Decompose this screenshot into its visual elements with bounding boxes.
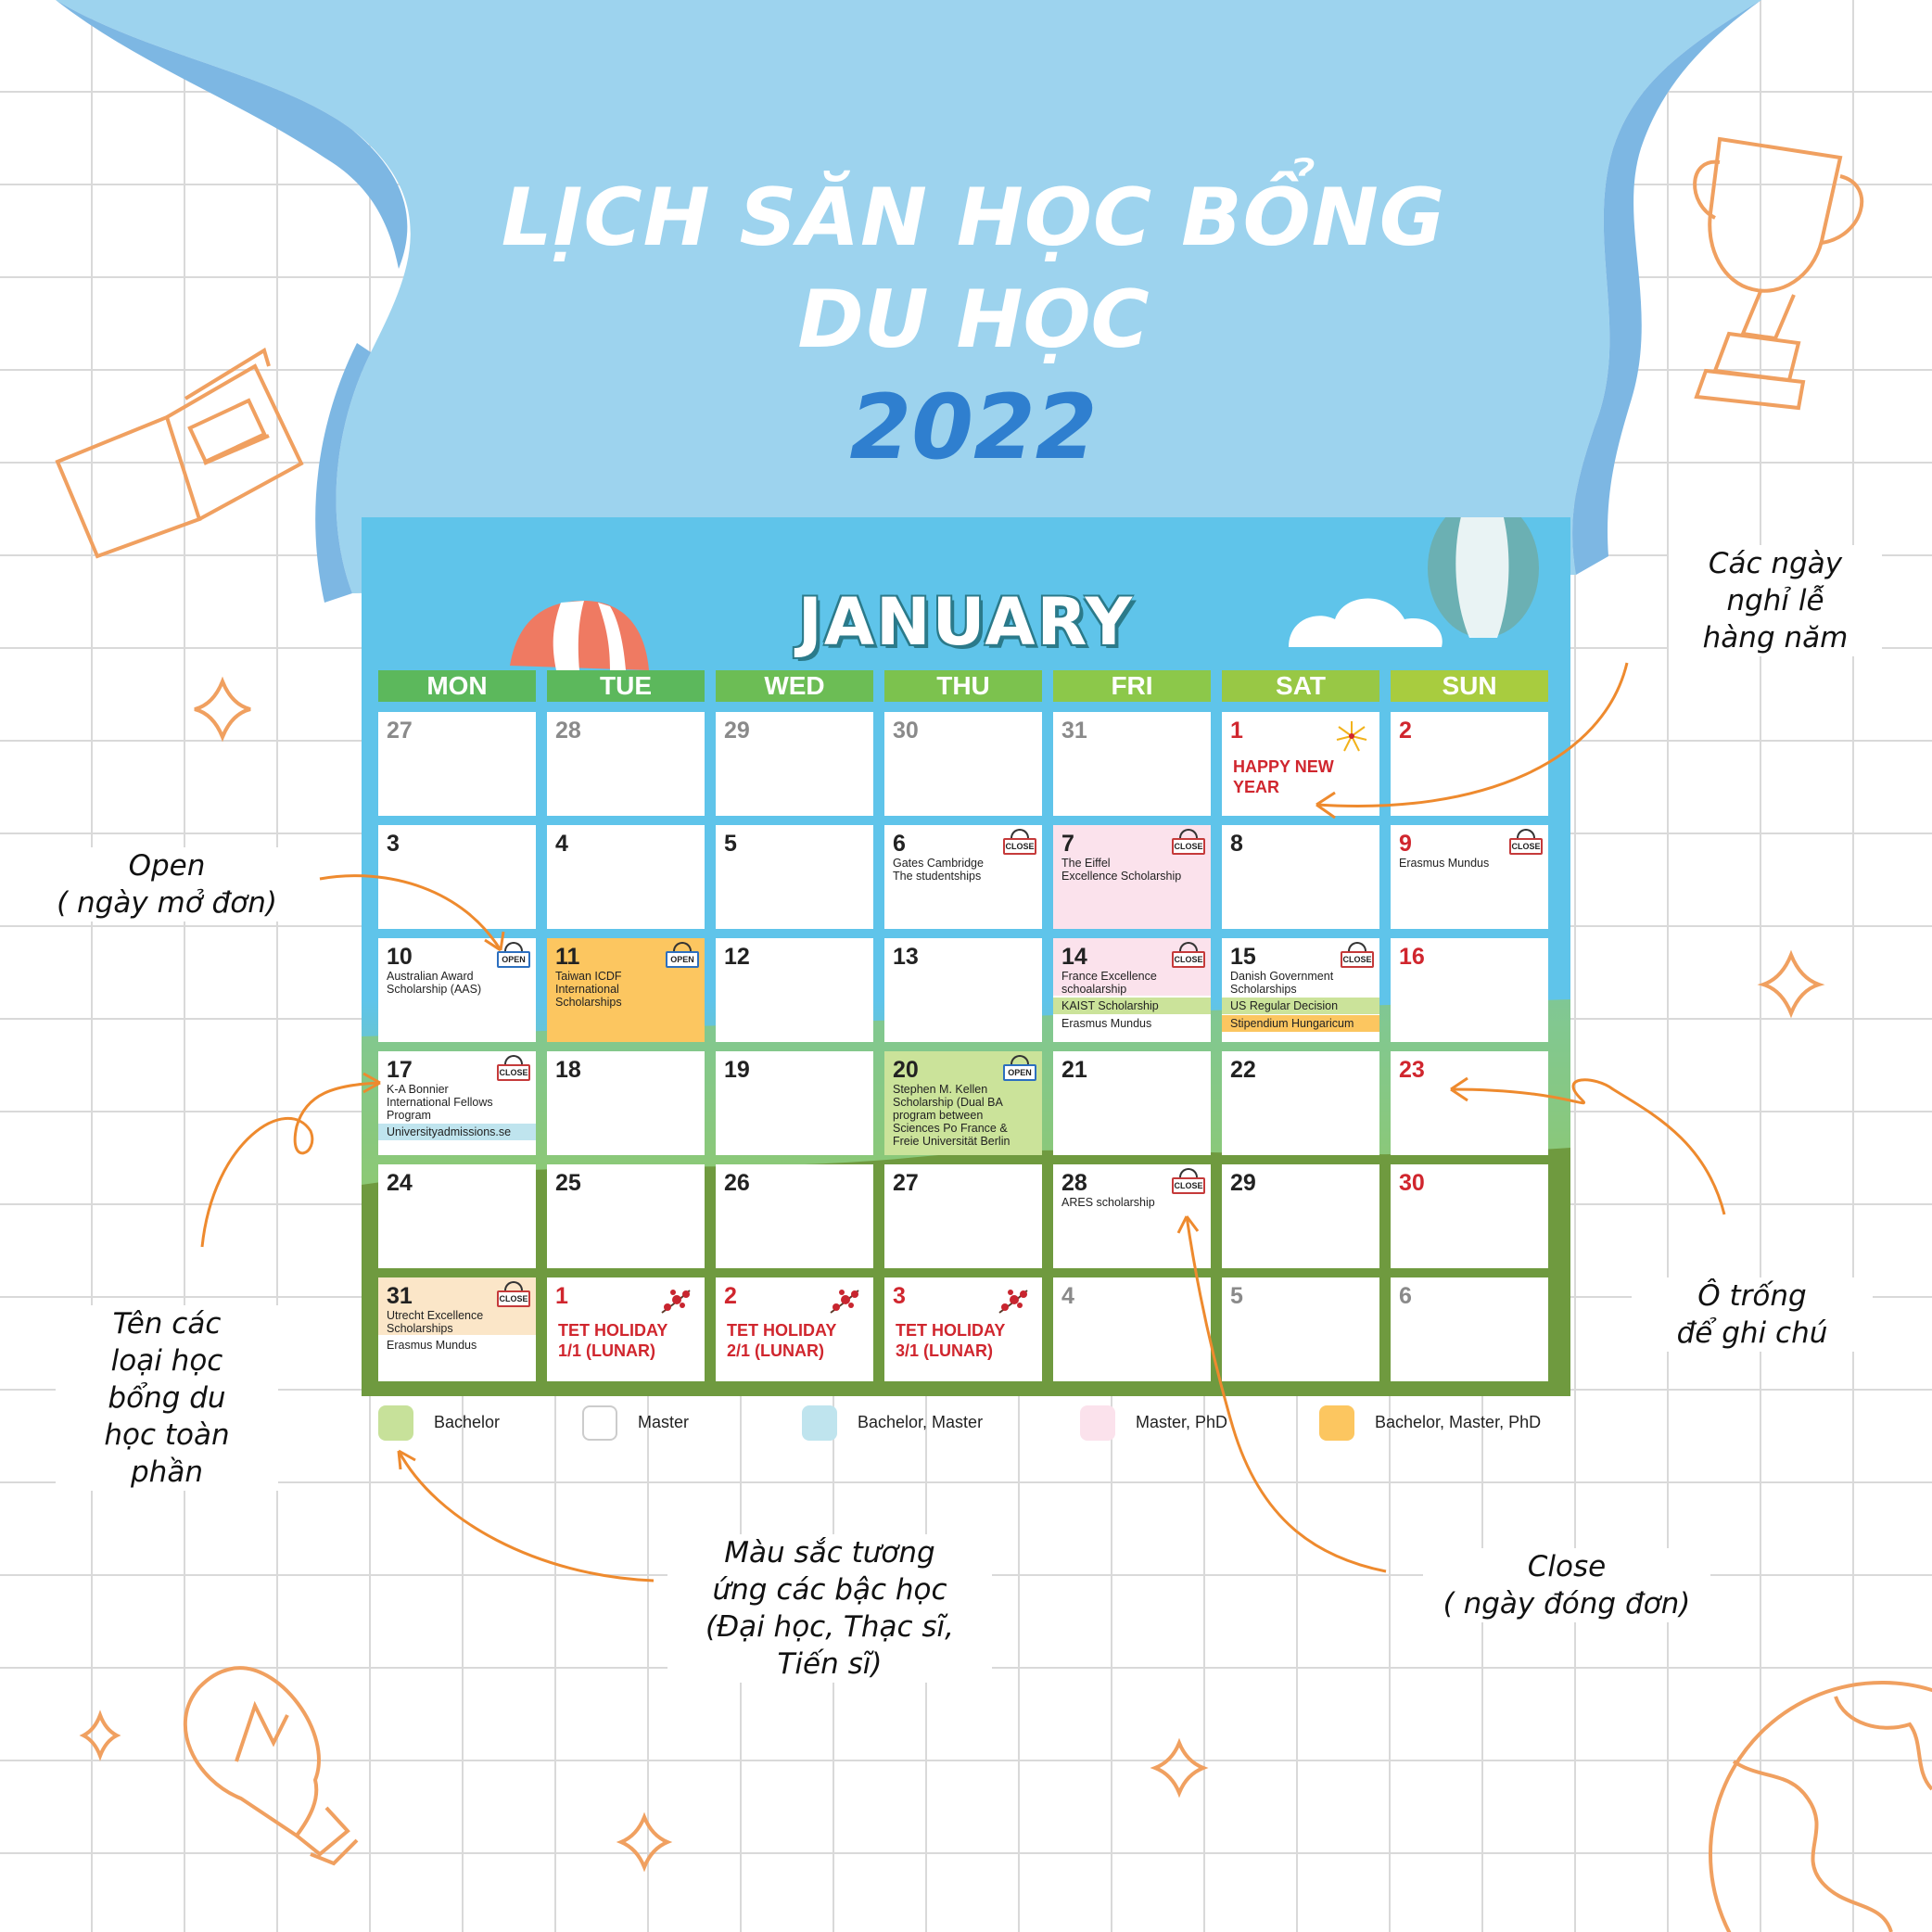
calendar-day-cell[interactable] — [1053, 712, 1211, 816]
scholarship-name — [387, 1083, 530, 1122]
scholarship-name — [1061, 970, 1205, 996]
close-sign-icon — [497, 1055, 530, 1083]
calendar-day-cell[interactable] — [1222, 1164, 1379, 1268]
scholarship-name-line: Scholarship (Dual BA — [893, 1096, 1003, 1109]
calendar-day-cell[interactable] — [716, 1164, 873, 1268]
calendar-day-cell[interactable] — [884, 938, 1042, 1042]
title-year: 2022 — [849, 375, 1098, 479]
calendar-day-cell[interactable] — [378, 712, 536, 816]
blossom-icon — [996, 1285, 1033, 1318]
legend-label: Master, PhD — [1136, 1413, 1228, 1431]
holiday-label: HAPPY NEW YEAR — [1233, 757, 1334, 796]
day-number: 15 — [1230, 944, 1256, 970]
note-close — [1423, 1548, 1710, 1622]
note-line: Các ngày — [1708, 547, 1843, 580]
lightbulb-icon — [185, 1668, 357, 1863]
close-sign-icon — [1003, 829, 1036, 857]
globe-icon — [1710, 1683, 1932, 1932]
weekday-sat: SAT — [1222, 670, 1379, 702]
calendar-day-cell[interactable] — [1053, 1164, 1211, 1268]
note-blank-cells — [1632, 1277, 1873, 1352]
scholarship-name-line: schoalarship — [1061, 983, 1127, 996]
calendar-day-cell[interactable] — [1053, 1277, 1211, 1381]
day-number: 26 — [724, 1170, 750, 1196]
day-number: 11 — [555, 944, 580, 970]
day-number: 28 — [1061, 1170, 1087, 1196]
scholarship-name-line: Taiwan ICDF — [555, 970, 622, 983]
calendar-day-cell[interactable] — [547, 825, 705, 929]
calendar-day-cell[interactable] — [1222, 825, 1379, 929]
note-line: ứng các bậc học — [712, 1573, 947, 1607]
sign-hook — [1179, 1168, 1198, 1177]
scholarship-name-line: Australian Award — [387, 970, 474, 983]
calendar-day-cell[interactable] — [378, 938, 536, 1042]
holiday-label: TET HOLIDAY 2/1 (LUNAR) — [727, 1321, 837, 1360]
scholarship-name-line: K-A Bonnier — [387, 1083, 449, 1096]
day-number: 22 — [1230, 1057, 1256, 1083]
day-number: 20 — [893, 1057, 919, 1083]
day-number: 31 — [1061, 718, 1087, 744]
day-number: 18 — [555, 1057, 581, 1083]
calendar-day-cell[interactable] — [1391, 938, 1548, 1042]
calendar-day-cell[interactable] — [547, 1051, 705, 1155]
sign-hook — [1348, 942, 1366, 951]
scholarship-name-line: International Fellows — [387, 1096, 493, 1109]
open-sign-icon — [666, 942, 699, 970]
day-number: 17 — [387, 1057, 413, 1083]
sign-hook — [504, 942, 523, 951]
scholarship-name-line: Erasmus Mundus — [1399, 857, 1490, 870]
scholarship-name — [893, 857, 1036, 883]
legend-label: Bachelor — [434, 1413, 501, 1431]
day-number: 16 — [1399, 944, 1425, 970]
scholarship-band: Stipendium Hungaricum — [1222, 1015, 1379, 1032]
sign-hook — [504, 1281, 523, 1290]
sign-label: CLOSE — [1172, 951, 1205, 968]
calendar-day-cell[interactable] — [1053, 1051, 1211, 1155]
day-number: 8 — [1230, 831, 1243, 857]
calendar-day-cell[interactable] — [1391, 1164, 1548, 1268]
calendar-day-cell[interactable] — [547, 1277, 705, 1381]
day-number: 27 — [893, 1170, 919, 1196]
calendar-day-cell[interactable] — [884, 1051, 1042, 1155]
day-number: 3 — [893, 1283, 906, 1309]
note-line: Màu sắc tương — [724, 1536, 935, 1570]
scholarship-name-line: Danish Government — [1230, 970, 1334, 983]
calendar-day-cell[interactable] — [547, 712, 705, 816]
day-number: 24 — [387, 1170, 413, 1196]
sign-hook — [1179, 829, 1198, 838]
day-number: 10 — [387, 944, 413, 970]
scholarship-name — [1061, 857, 1205, 883]
scholarship-name — [1399, 857, 1543, 870]
scholarship-name-line: The studentships — [893, 870, 982, 883]
scholarship-name-line: Scholarship (AAS) — [387, 983, 482, 996]
sign-label: CLOSE — [1509, 838, 1543, 855]
calendar-day-cell[interactable] — [716, 938, 873, 1042]
arrow-colors — [399, 1451, 654, 1581]
scholarship-band: Erasmus Mundus — [378, 1337, 536, 1354]
sign-hook — [673, 942, 692, 951]
day-number: 14 — [1061, 944, 1087, 970]
arrow-names — [202, 1083, 380, 1247]
scholarship-band: Erasmus Mundus — [1053, 1015, 1211, 1032]
calendar-day-cell[interactable] — [1391, 712, 1548, 816]
weekday-mon: MON — [378, 670, 536, 702]
calendar-day-cell[interactable] — [884, 1164, 1042, 1268]
close-sign-icon — [497, 1281, 530, 1309]
day-number: 30 — [1399, 1170, 1425, 1196]
note-line: học toàn — [104, 1418, 230, 1452]
legend-swatch — [802, 1405, 837, 1441]
day-number: 21 — [1061, 1057, 1087, 1083]
day-number: 12 — [724, 944, 750, 970]
calendar-day-cell[interactable] — [1222, 1051, 1379, 1155]
day-number: 6 — [1399, 1283, 1412, 1309]
calendar-day-cell[interactable] — [1391, 825, 1548, 929]
day-number: 27 — [387, 718, 413, 744]
day-number: 4 — [555, 831, 568, 857]
day-number: 30 — [893, 718, 919, 744]
calendar-day-cell[interactable] — [1222, 1277, 1379, 1381]
calendar-day-cell[interactable] — [1222, 712, 1379, 816]
close-sign-icon — [1172, 829, 1205, 857]
scholarship-band: Universityadmissions.se — [378, 1124, 536, 1140]
close-sign-icon — [1341, 942, 1374, 970]
day-number: 23 — [1399, 1057, 1425, 1083]
legend-swatch — [582, 1405, 617, 1441]
blossom-icon — [658, 1285, 695, 1318]
sign-hook — [1010, 829, 1029, 838]
note-line: Tên các — [112, 1307, 222, 1341]
legend-swatch — [378, 1405, 413, 1441]
weekday-fri: FRI — [1053, 670, 1211, 702]
calendar-day-cell[interactable] — [716, 712, 873, 816]
note-line: Close — [1527, 1550, 1607, 1583]
note-line: Ô trống — [1697, 1279, 1807, 1313]
calendar-day-cell[interactable] — [1053, 825, 1211, 929]
sign-label: OPEN — [497, 951, 530, 968]
open-sign-icon — [1003, 1055, 1036, 1083]
day-number: 5 — [1230, 1283, 1243, 1309]
close-sign-icon — [1172, 1168, 1205, 1196]
scholarship-name — [1061, 1196, 1205, 1209]
scholarship-name-line: program between — [893, 1109, 984, 1122]
holiday-label: TET HOLIDAY 1/1 (LUNAR) — [558, 1321, 668, 1360]
sign-label: OPEN — [1003, 1064, 1036, 1081]
calendar-day-cell[interactable] — [547, 1164, 705, 1268]
day-number: 7 — [1061, 831, 1074, 857]
close-sign-icon — [1172, 942, 1205, 970]
scholarship-name-line: ARES scholarship — [1061, 1196, 1155, 1209]
sign-label: CLOSE — [1172, 1177, 1205, 1194]
calendar-day-cell[interactable] — [547, 938, 705, 1042]
note-line: Open — [128, 849, 206, 883]
month-title: JANUARY — [797, 584, 1135, 660]
scholarship-band: KAIST Scholarship — [1053, 998, 1211, 1014]
calendar-day-cell[interactable] — [884, 712, 1042, 816]
day-number: 1 — [1230, 718, 1243, 744]
day-number: 31 — [387, 1283, 413, 1309]
day-number: 4 — [1061, 1283, 1074, 1309]
legend-label: Bachelor, Master — [858, 1413, 984, 1431]
legend-label: Master — [638, 1413, 690, 1431]
scholarship-name — [1230, 970, 1374, 996]
calendar-day-cell[interactable] — [378, 1164, 536, 1268]
day-number: 25 — [555, 1170, 581, 1196]
calendar-day-cell[interactable] — [1053, 938, 1211, 1042]
scholarship-name-line: Excellence Scholarship — [1061, 870, 1182, 883]
day-number: 19 — [724, 1057, 750, 1083]
scholarship-name-line: France Excellence — [1061, 970, 1157, 983]
weekday-sun: SUN — [1391, 670, 1548, 702]
note-line: (Đại học, Thạc sĩ, — [705, 1610, 955, 1644]
sign-hook — [1517, 829, 1535, 838]
day-number: 29 — [724, 718, 750, 744]
calendar-day-cell[interactable] — [378, 1051, 536, 1155]
close-sign-icon — [1509, 829, 1543, 857]
sign-label: OPEN — [666, 951, 699, 968]
calendar-day-cell[interactable] — [1222, 938, 1379, 1042]
calendar-day-cell[interactable] — [378, 1277, 536, 1381]
scholarship-name — [387, 970, 530, 996]
scholarship-name-line: Scholarships — [1230, 983, 1297, 996]
weekday-thu: THU — [884, 670, 1042, 702]
scholarship-name — [387, 1309, 530, 1335]
weekday-wed: WED — [716, 670, 873, 702]
legend-label: Bachelor, Master, PhD — [1375, 1413, 1542, 1431]
note-line: nghỉ lễ — [1726, 584, 1824, 617]
sign-label: CLOSE — [497, 1290, 530, 1307]
scholarship-name-line: The Eiffel — [1061, 857, 1111, 870]
note-line: hàng năm — [1702, 621, 1849, 655]
calendar-day-cell[interactable] — [378, 825, 536, 929]
day-number: 13 — [893, 944, 919, 970]
calendar-day-cell[interactable] — [1391, 1051, 1548, 1155]
day-number: 9 — [1399, 831, 1412, 857]
scholarship-band: US Regular Decision — [1222, 998, 1379, 1014]
scholarship-name-line: Freie Universität Berlin — [893, 1135, 1010, 1148]
calendar-day-cell[interactable] — [884, 1277, 1042, 1381]
calendar-day-cell[interactable] — [716, 1277, 873, 1381]
note-line: ( ngày mở đơn) — [57, 886, 277, 920]
note-level-colors — [667, 1534, 992, 1683]
day-number: 6 — [893, 831, 906, 857]
sign-label: CLOSE — [1172, 838, 1205, 855]
title-line-2: DU HỌC — [797, 273, 1150, 366]
calendar-day-cell[interactable] — [884, 825, 1042, 929]
scholarship-name-line: Scholarships — [555, 996, 622, 1009]
calendar-day-cell[interactable] — [1391, 1277, 1548, 1381]
scholarship-name-line: Stephen M. Kellen — [893, 1083, 988, 1096]
sign-hook — [1179, 942, 1198, 951]
fireworks-icon — [1333, 719, 1370, 753]
note-line: bổng du — [108, 1381, 226, 1415]
scholarship-name-line: Scholarships — [387, 1322, 453, 1335]
day-number: 5 — [724, 831, 737, 857]
note-holidays — [1669, 545, 1882, 656]
blossom-icon — [827, 1285, 864, 1318]
note-line: để ghi chú — [1676, 1316, 1828, 1350]
note-line: Tiến sĩ) — [777, 1647, 883, 1681]
note-line: phần — [131, 1455, 203, 1489]
holiday-label: TET HOLIDAY 3/1 (LUNAR) — [896, 1321, 1006, 1360]
scholarship-name — [893, 1083, 1036, 1148]
legend-swatch — [1319, 1405, 1354, 1441]
title-line-1: LỊCH SĂN HỌC BỔNG — [501, 172, 1446, 264]
scholarship-name-line: Program — [387, 1109, 431, 1122]
scholarship-name-line: International — [555, 983, 619, 996]
calendar-day-cell[interactable] — [716, 825, 873, 929]
scholarship-name-line: Utrecht Excellence — [387, 1309, 484, 1322]
legend-swatch — [1080, 1405, 1115, 1441]
open-sign-icon — [497, 942, 530, 970]
day-number: 2 — [724, 1283, 737, 1309]
sign-label: CLOSE — [1341, 951, 1374, 968]
note-line: ( ngày đóng đơn) — [1443, 1587, 1691, 1621]
sign-label: CLOSE — [497, 1064, 530, 1081]
weekday-tue: TUE — [547, 670, 705, 702]
sign-hook — [1010, 1055, 1029, 1064]
day-number: 29 — [1230, 1170, 1256, 1196]
day-number: 3 — [387, 831, 400, 857]
scholarship-name-line: Gates Cambridge — [893, 857, 984, 870]
sign-label: CLOSE — [1003, 838, 1036, 855]
calendar-panel — [362, 517, 1570, 1396]
sign-hook — [504, 1055, 523, 1064]
day-number: 1 — [555, 1283, 568, 1309]
scholarship-name-line: Sciences Po France & — [893, 1122, 1008, 1135]
day-number: 28 — [555, 718, 581, 744]
note-scholarship-names — [56, 1305, 278, 1491]
note-open — [37, 847, 297, 922]
scholarship-name — [555, 970, 699, 1009]
note-line: loại học — [110, 1344, 223, 1378]
day-number: 2 — [1399, 718, 1412, 744]
calendar-day-cell[interactable] — [716, 1051, 873, 1155]
